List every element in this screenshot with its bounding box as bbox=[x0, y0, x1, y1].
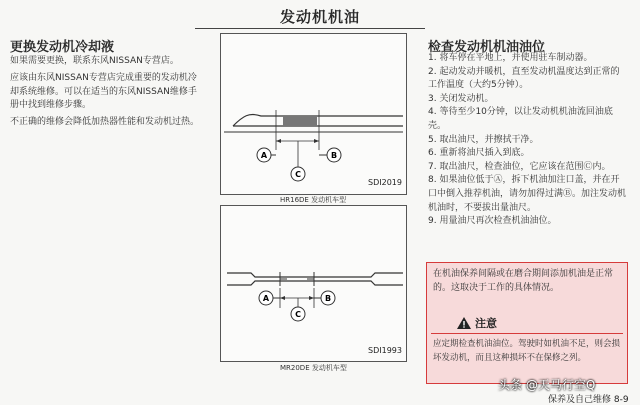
left-paragraph-3: 不正确的维修会降低加热器性能和发动机过热。 bbox=[10, 117, 200, 127]
step-item: 3. 关闭发动机。 bbox=[428, 93, 494, 104]
step-item: 5. 取出油尺，并擦拭干净。 bbox=[428, 134, 539, 145]
title-rule bbox=[195, 28, 425, 29]
dipstick-illustration-2 bbox=[221, 206, 406, 361]
step-item: 1. 将车停在平地上，并使用驻车制动器。 bbox=[428, 53, 593, 63]
step-item: 9. 用量油尺再次检查机油油位。 bbox=[428, 216, 557, 227]
watermark: 头条 @天马行空Q bbox=[498, 378, 596, 392]
left-paragraph-1: 如果需要更换，联系东风NISSAN专营店。 bbox=[10, 56, 179, 66]
step-item: 4. 等待至少10分钟，以让发动机机油流回油底壳。 bbox=[428, 107, 613, 131]
marker-b-label: B bbox=[324, 294, 332, 303]
dipstick-hatch-zone bbox=[283, 116, 317, 126]
marker-c-label: C bbox=[295, 170, 301, 179]
warning-divider bbox=[431, 333, 623, 334]
figure1-caption: HR16DE 发动机车型 bbox=[280, 196, 347, 204]
warning-title: 注意 bbox=[475, 317, 497, 330]
note-text: 在机油保养间隔或在磨合期间添加机油是正常的。这取决于工作的具体情况。 bbox=[433, 269, 614, 293]
left-paragraph-2: 应该由东风NISSAN专营店完成重要的发动机冷却系统维修。可以在适当的东风NISSAN维修手册中找到维修步骤。 bbox=[10, 73, 197, 110]
step-item: 2. 起动发动并暖机，直至发动机温度达到正常的工作温度（大约5分钟）。 bbox=[428, 66, 620, 91]
dipstick-figure-mr20de bbox=[220, 205, 407, 362]
dipstick-figure-hr16de bbox=[220, 33, 407, 195]
figure2-id: SDI1993 bbox=[368, 346, 402, 355]
figure1-id: SDI2019 bbox=[368, 178, 402, 187]
step-item: 8. 如果油位低于Ⓐ，拆下机油加注口盖，并在开口中倒入推荐机油，请勿加得过满Ⓑ。加注发动机机油时，不要拔出量油尺。 bbox=[428, 175, 627, 213]
step-item: 6. 重新将油尺插入到底。 bbox=[428, 148, 530, 159]
warning-text: 应定期检查机油油位。驾驶时如机油不足，则会损坏发动机，而且这种损坏不在保修之列。 bbox=[433, 339, 621, 363]
warning-header bbox=[457, 315, 497, 331]
check-steps-list bbox=[428, 52, 628, 229]
right-heading: 检查发动机机油油位 bbox=[428, 40, 546, 55]
marker-a-label: A bbox=[260, 151, 268, 160]
page-title: 发动机机油 bbox=[279, 8, 360, 26]
left-heading: 更换发动机冷却液 bbox=[10, 40, 115, 55]
caution-box bbox=[426, 262, 628, 384]
marker-a-label: A bbox=[262, 294, 270, 303]
dipstick-illustration-1 bbox=[221, 34, 406, 194]
figure2-caption: MR20DE 发动机车型 bbox=[280, 364, 347, 372]
marker-b-label: B bbox=[330, 151, 338, 160]
marker-c-label: C bbox=[295, 310, 301, 319]
step-item: 7. 取出油尺，检查油位，它应该在范围Ⓒ内。 bbox=[428, 161, 611, 172]
page-footer: 保养及自己维修 8-9 bbox=[548, 395, 629, 405]
warning-triangle-icon bbox=[457, 317, 471, 329]
